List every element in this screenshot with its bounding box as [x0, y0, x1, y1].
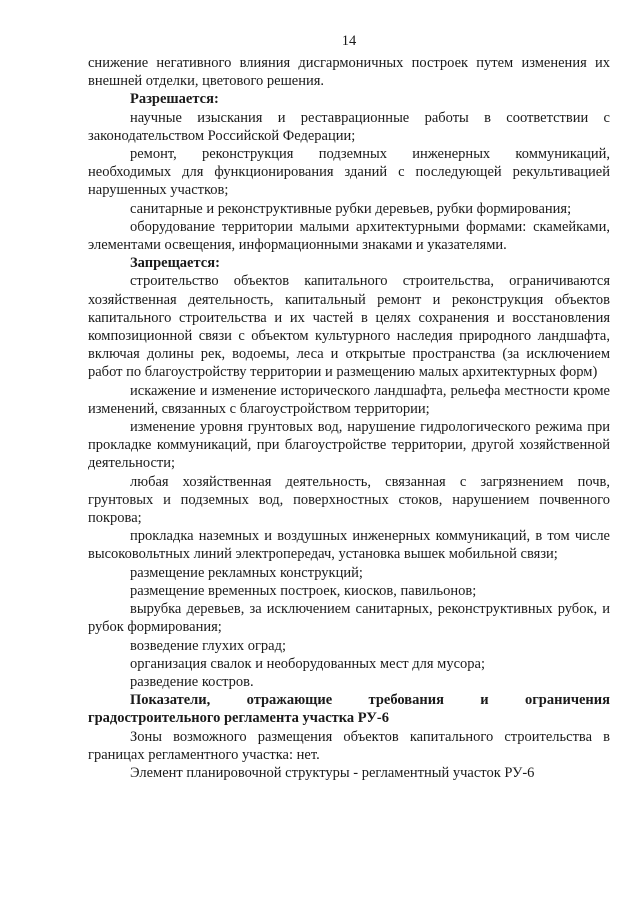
paragraph: строительство объектов капитального строительства, ограничиваются хозяйственная деятельность, капитальный ремонт и реконструкция объектов капитального строительства и их частей в целях сохранения и восстановления композиционной связи с объектом культурного наследия природного ландшафта, включая долины рек, водоемы, леса и открытые пространства (за исключением работ по благоустройству территории и размещению малых архитектурных форм)	[88, 273, 610, 381]
paragraph: искажение и изменение исторического ландшафта, рельефа местности кроме изменений, связанных с благоустройством территории;	[88, 382, 610, 417]
document-body	[88, 54, 610, 782]
paragraph: оборудование территории малыми архитектурными формами: скамейками, элементами освещения, информационными знаками и указателями.	[88, 218, 610, 254]
paragraph: разведение костров.	[130, 673, 254, 690]
paragraph: изменение уровня грунтовых вод, нарушение гидрологического режима при прокладке коммуникаций, при благоустройстве территории, другой хозяйственной деятельности;	[88, 419, 610, 472]
page-number: 14	[341, 33, 357, 49]
paragraph: размещение временных построек, киосков, павильонов;	[130, 582, 477, 599]
paragraph: прокладка наземных и воздушных инженерных коммуникаций, в том числе высоковольтных линий электропередач, установка вышек мобильной связи;	[88, 528, 610, 563]
document-page	[88, 0, 610, 905]
section-heading: Запрещается:	[130, 255, 220, 272]
paragraph: научные изыскания и реставрационные работы в соответствии с законодательством Российской Федерации;	[88, 109, 610, 144]
paragraph: Зоны возможного размещения объектов капитального строительства в границах регламентного участка: нет.	[88, 728, 610, 763]
paragraph: ремонт, реконструкция подземных инженерных коммуникаций, необходимых для функционирования зданий с последующей рекультивацией нарушенных участков;	[88, 146, 610, 199]
section-heading: Показатели, отражающие требования и ограничения градостроительного регламента участка РУ-6	[88, 692, 610, 727]
paragraph: снижение негативного влияния дисгармоничных построек путем изменения их внешней отделки, цветового решения.	[88, 55, 610, 90]
paragraph: размещение рекламных конструкций;	[130, 564, 363, 581]
section-heading: Разрешается:	[130, 91, 219, 108]
paragraph: любая хозяйственная деятельность, связанная с загрязнением почв, грунтовых и подземных вод, поверхностных стоков, нарушением почвенного покрова;	[88, 473, 610, 527]
paragraph: санитарные и реконструктивные рубки деревьев, рубки формирования;	[130, 200, 572, 217]
paragraph: Элемент планировочной структуры - регламентный участок РУ-6	[130, 764, 535, 781]
paragraph: возведение глухих оград;	[130, 637, 286, 654]
paragraph: вырубка деревьев, за исключением санитарных, реконструктивных рубок, и рубок формирования;	[88, 601, 610, 636]
paragraph: организация свалок и необорудованных мест для мусора;	[130, 655, 486, 672]
